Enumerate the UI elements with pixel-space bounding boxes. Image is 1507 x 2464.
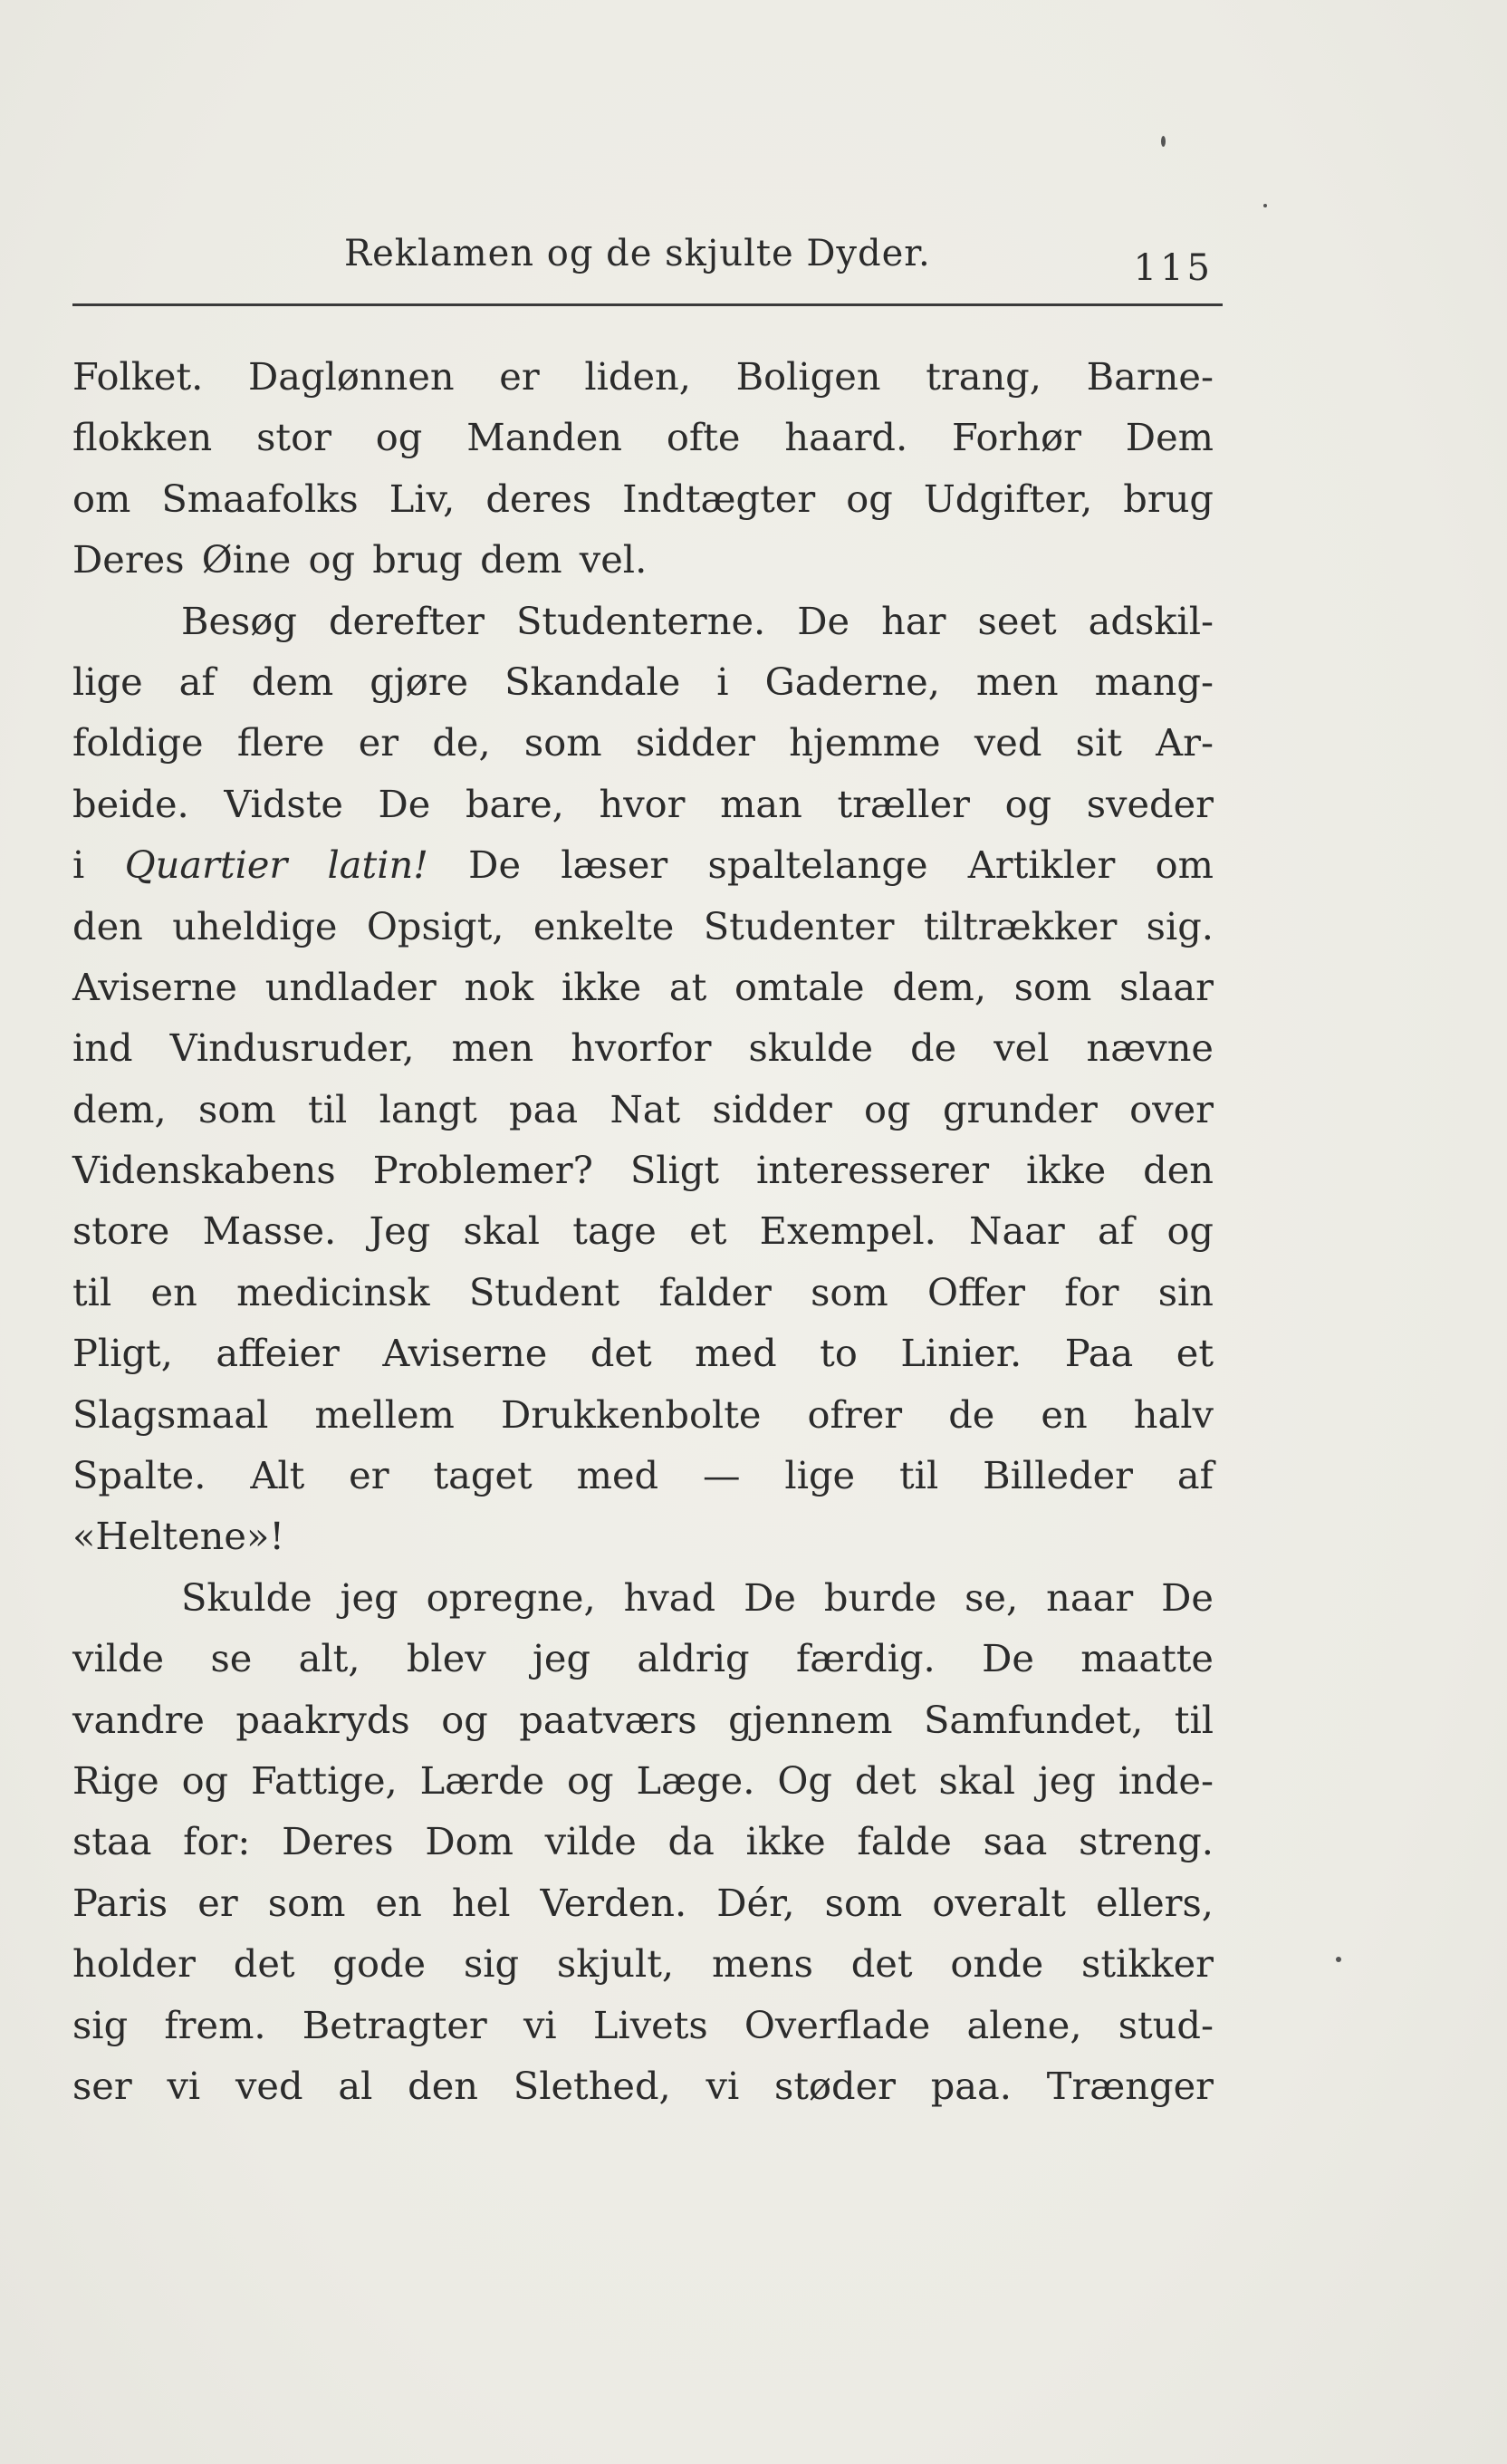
text-line: Skulde jeg opregne, hvad De burde se, naar De	[181, 1574, 1214, 1620]
page-header	[72, 222, 1223, 303]
text-line: staa for: Deres Dom vilde da ikke falde saa streng.	[72, 1819, 1214, 1864]
print-speck	[1161, 136, 1166, 147]
text-line: Rige og Fattige, Lærde og Læge. Og det skal jeg inde-	[72, 1757, 1214, 1803]
text-line: ind Vindusruder, men hvorfor skulde de vel nævne	[72, 1025, 1214, 1071]
italic-line-start: i	[72, 842, 85, 888]
text-line: Spalte. Alt er taget med — lige til Billeder af	[72, 1453, 1214, 1498]
text-line: vandre paakryds og paatværs gjennem Samfundet, til	[72, 1697, 1214, 1742]
italic-line-rest: De læser spaltelange Artikler om	[468, 842, 1214, 888]
running-title: Reklamen og de skjulte Dyder.	[344, 233, 931, 274]
text-line: beide. Vidste De bare, hvor man træller og sveder	[72, 781, 1214, 826]
text-line: til en medicinsk Student falder som Offer for sin	[72, 1269, 1214, 1314]
text-line: holder det gode sig skjult, mens det onde stikker	[72, 1941, 1214, 1987]
italic-phrase: Quartier latin!	[124, 842, 428, 888]
body-text	[72, 346, 1214, 2116]
text-line: Folket. Daglønnen er liden, Boligen trang, Barne-	[72, 354, 1214, 399]
text-line: store Masse. Jeg skal tage et Exempel. Naar af og	[72, 1208, 1214, 1254]
text-line: Besøg derefter Studenterne. De har seet adskil-	[181, 598, 1214, 643]
text-line: om Smaafolks Liv, deres Indtægter og Udgifter, brug	[72, 476, 1214, 521]
text-line: dem, som til langt paa Nat sidder og grunder over	[72, 1086, 1214, 1131]
text-line: foldige flere er de, som sidder hjemme ved sit Ar-	[72, 720, 1214, 765]
text-line: Paris er som en hel Verden. Dér, som overalt ellers,	[72, 1880, 1214, 1925]
text-line: Aviserne undlader nok ikke at omtale dem, som slaar	[72, 964, 1214, 1009]
print-speck	[1336, 1957, 1341, 1962]
text-line: lige af dem gjøre Skandale i Gaderne, men mang-	[72, 659, 1214, 704]
text-line: den uheldige Opsigt, enkelte Studenter tiltrækker sig.	[72, 903, 1214, 948]
text-line	[72, 834, 1214, 895]
print-speck	[1263, 204, 1267, 207]
page-number: 115	[1133, 247, 1214, 289]
text-line: «Heltene»!	[72, 1514, 285, 1559]
text-line: Videnskabens Problemer? Sligt interesserer ikke den	[72, 1148, 1214, 1193]
text-line: ser vi ved al den Slethed, vi støder paa. Trænger	[72, 2063, 1214, 2108]
text-line: Pligt, affeier Aviserne det med to Linier. Paa et	[72, 1331, 1214, 1376]
header-rule	[72, 303, 1223, 306]
text-line: Deres Øine og brug dem vel.	[72, 537, 648, 582]
text-line: Slagsmaal mellem Drukkenbolte ofrer de en halv	[72, 1391, 1214, 1437]
text-line: flokken stor og Manden ofte haard. Forhør Dem	[72, 415, 1214, 460]
text-line: vilde se alt, blev jeg aldrig færdig. De maatte	[72, 1636, 1214, 1681]
text-line: sig frem. Betragter vi Livets Overflade alene, stud-	[72, 2002, 1214, 2047]
